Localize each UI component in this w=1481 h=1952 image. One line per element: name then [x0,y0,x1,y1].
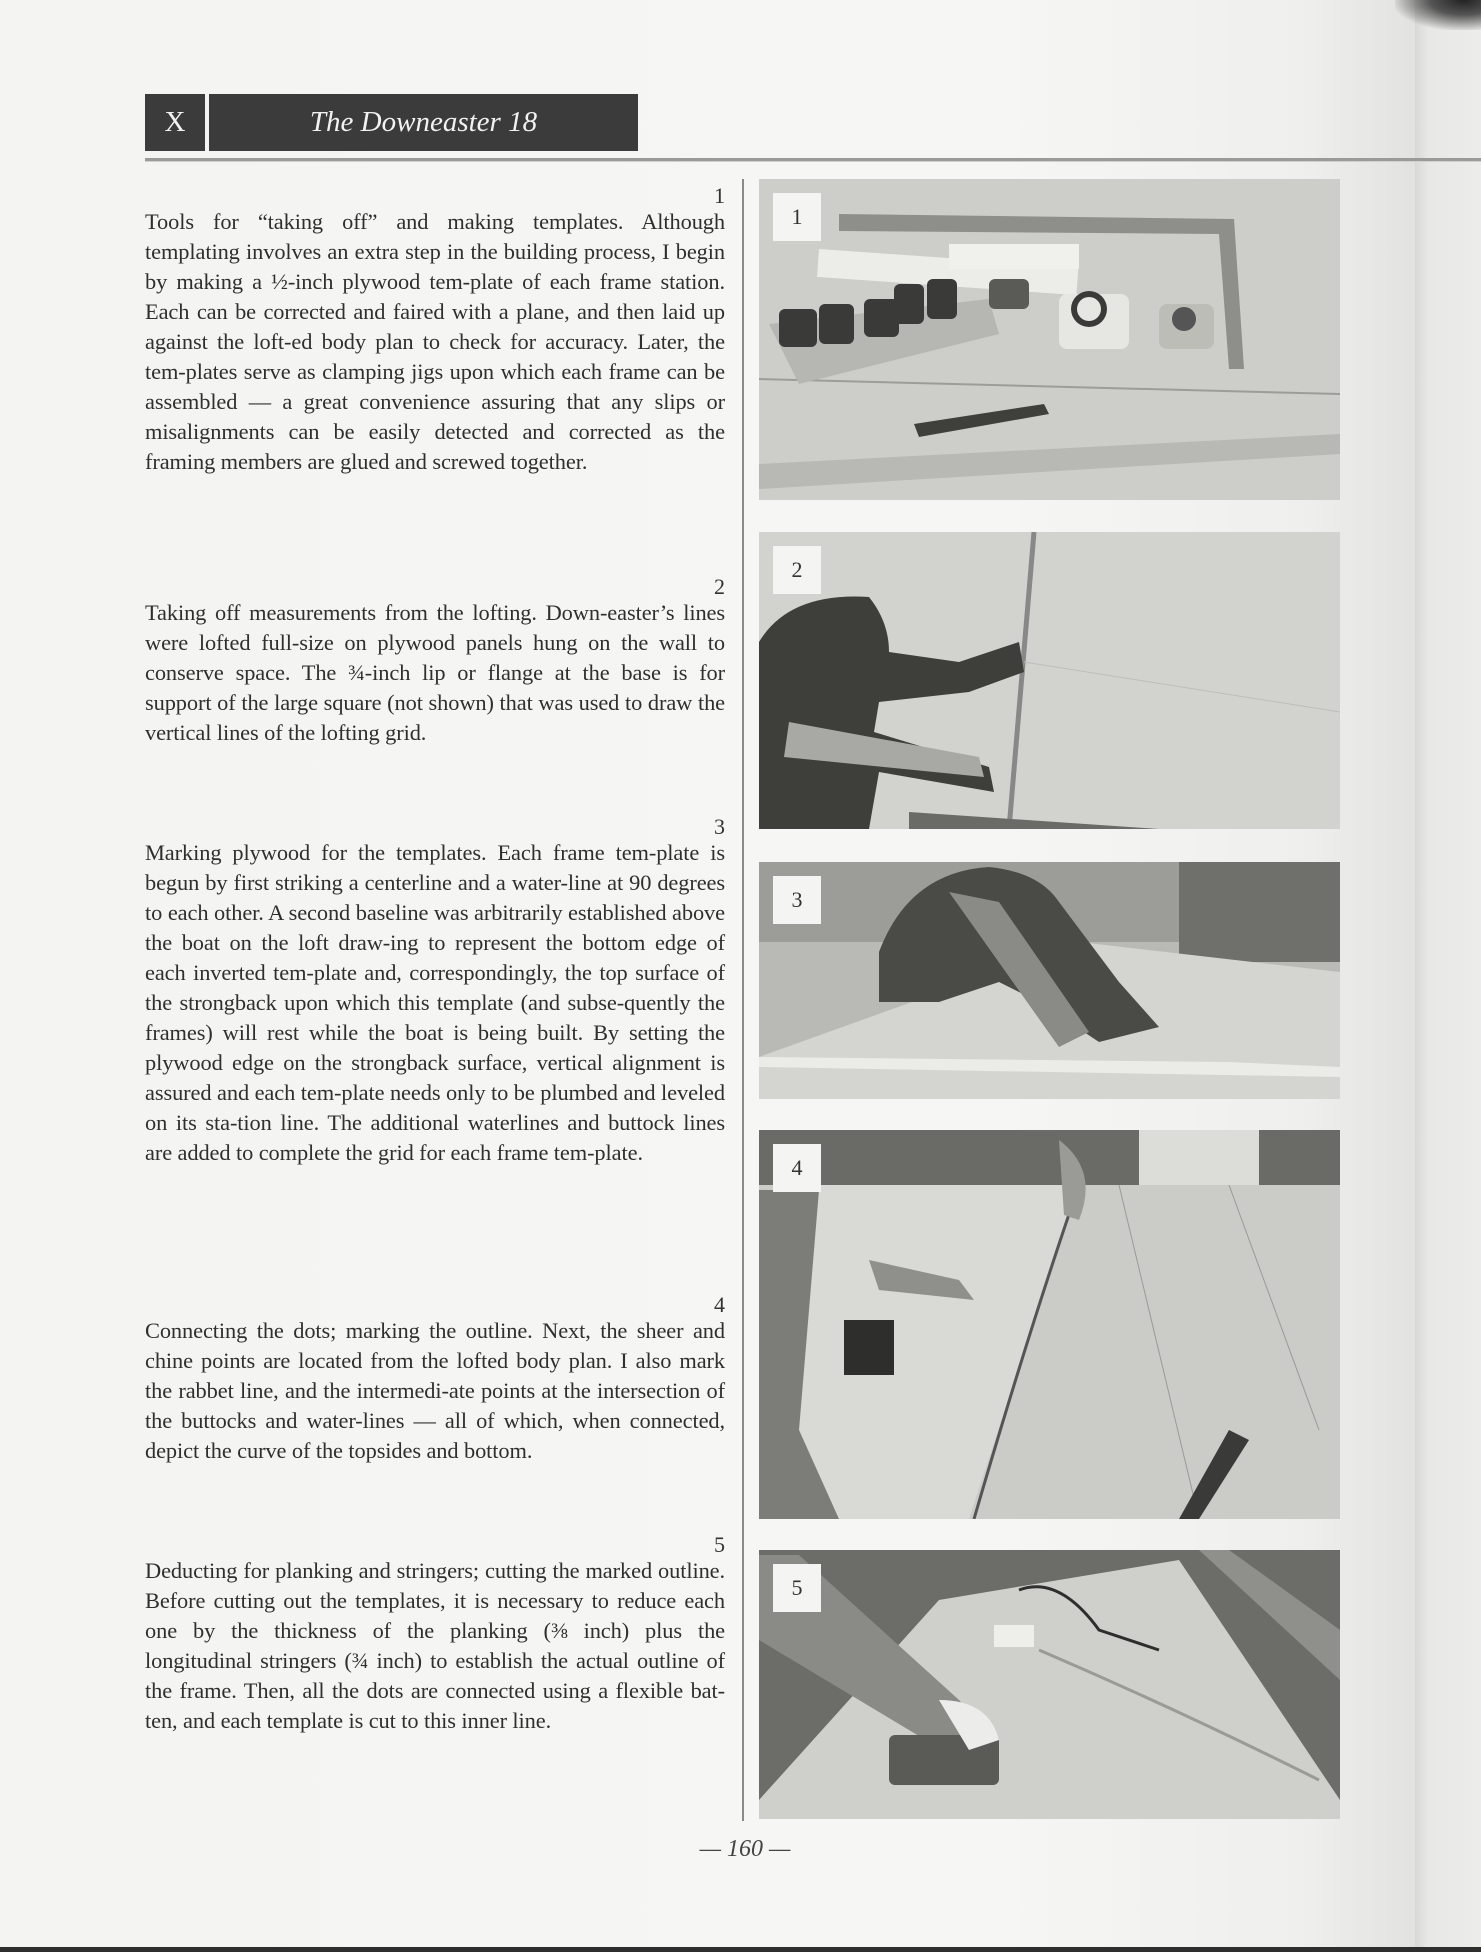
caption-number: 1 [714,183,725,208]
photo-connecting-dots [759,1130,1340,1519]
running-head-box [209,94,638,151]
chapter-number-box [145,94,205,151]
column-divider [742,179,744,1821]
caption-text: Deducting for planking and stringers; cutting the marked outline. Before cutting out the templates, it is necessary to reduce each one by the thickness of the planking (⅜ inch) plus the longitudinal stringers (¾ inch) to establish the actual outline of the frame. Then, all the dots are connected using a flexible bat-ten, and each template is cut to this inner line. [145,1558,725,1733]
caption-text: Connecting the dots; marking the outline. Next, the sheer and chine points are located from the lofted body plan. I also mark the rabbet line, and the intermedi-ate points at the intersection of the buttocks and water-lines — all of which, when connected, depict the curve of the topsides and bottom. [145,1318,725,1463]
page-number: — 160 — [699,1836,791,1862]
photo-number-label: 2 [773,546,821,594]
photo-number-label: 5 [773,1564,821,1612]
photo-image [759,862,1340,1099]
photo-number-label: 3 [773,876,821,924]
running-head-title: The Downeaster 18 [309,106,538,138]
photo-image [759,1550,1340,1819]
caption-number: 5 [714,1532,725,1557]
caption-text: Tools for “taking off” and making templates. Although templating involves an extra step in the building process, I begin by making a ½-inch plywood tem-plate of each frame station. Each can be corrected and faired with a plane, and then laid up against the loft-ed body plan to check for accuracy. Later, the tem-plates serve as clamping jigs upon which each frame can be assembled — a great convenience assuring that any slips or misalignments can be easily detected and corrected as the framing members are glued and screwed together. [145,209,725,474]
photo-number-label: 1 [773,193,821,241]
caption-number: 3 [714,814,725,839]
binding-shadow [1395,0,1481,30]
photo-lofting-wall [759,532,1340,829]
chapter-number: X [164,106,186,138]
caption-text: Marking plywood for the templates. Each frame tem-plate is begun by first striking a centerline and a water-line at 90 degrees to each other. A second baseline was arbitrarily established above the boat on the loft draw-ing to represent the bottom edge of each inverted tem-plate and, correspondingly, the top surface of the strongback upon which this template (and subse-quently the frames) will rest while the boat is being built. By setting the plywood edge on the strongback surface, vertical alignment is assured and each tem-plate needs only to be plumbed and leveled on its sta-tion line. The additional waterlines and buttock lines are added to complete the grid for each frame tem-plate. [145,840,725,1165]
caption-number: 4 [714,1292,725,1317]
caption-text: Taking off measurements from the lofting. Down-easter’s lines were lofted full-size on plywood panels hung on the wall to conserve space. The ¾-inch lip or flange at the base is for support of the large square (not shown) that was used to draw the vertical lines of the lofting grid. [145,600,725,745]
adjacent-page-edge [1415,0,1481,1948]
caption-number: 2 [714,574,725,599]
photo-image [759,179,1340,500]
photo-cutting-template [759,1550,1340,1819]
scan-edge [0,1947,1481,1952]
header-rule [145,158,1481,162]
photo-marking-plywood [759,862,1340,1099]
photo-tools [759,179,1340,500]
photo-image [759,1130,1340,1519]
photo-number-label: 4 [773,1144,821,1192]
photo-image [759,532,1340,829]
